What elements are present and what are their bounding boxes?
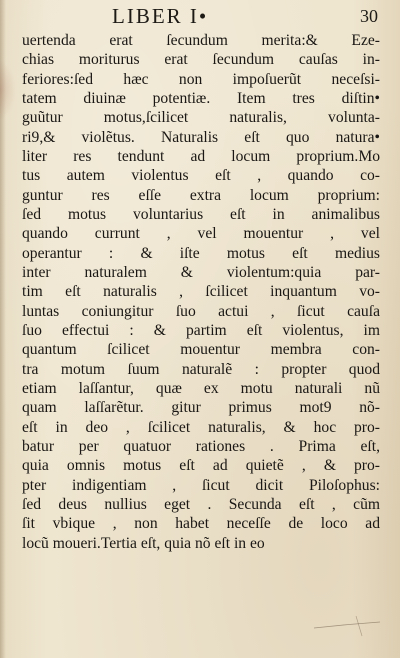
text-line: luntas coniungitur ſuo actui , ſicut cauſa <box>22 302 380 320</box>
text-line: ſuo effectui : & partim eſt violentus, im <box>22 321 380 339</box>
text-line: ſed deus nullius eget . Secunda eſt , cũm <box>22 495 380 513</box>
text-line: quantum ſcilicet mouentur membra con- <box>22 341 380 359</box>
text-line: inter naturalem & violentum:quia par- <box>22 263 380 281</box>
pen-mark-icon <box>312 598 382 638</box>
text-line: batur per quatuor rationes . Prima eſt, <box>22 437 380 455</box>
text-line: tra motum ſuum naturalẽ : propter quod <box>22 360 380 378</box>
text-line: eſt in deo , ſcilicet naturalis, & hoc pro- <box>22 418 380 436</box>
page-number: 30 <box>360 6 378 26</box>
text-line: uertenda erat ſecundum merita:& Eze- <box>22 32 380 49</box>
text-line: guntur res eſſe extra locum proprium: <box>22 186 380 204</box>
text-line: tus autem violentus eſt , quando co- <box>22 167 380 185</box>
text-line: pter indigentiam , ſicut dicit Piloſophus: <box>22 476 380 494</box>
text-line: feriores:ſed hæc non impoſuerũt neceſsi- <box>22 70 380 88</box>
text-line: liter res tendunt ad locum proprium.Mo <box>22 147 380 165</box>
text-line: locũ moueri.Tertia eſt, quia nõ eſt in eo <box>22 534 265 552</box>
text-line: quia omnis motus eſt ad quietẽ , & pro- <box>22 457 380 475</box>
body-text <box>22 31 380 553</box>
text-line: quam laſſarẽtur. gitur primus mot9 nõ- <box>22 399 380 417</box>
page-header <box>0 3 400 29</box>
text-line: operantur : & iſte motus eſt medius <box>22 244 380 262</box>
text-line: ri9,& violẽtus. Naturalis eſt quo natura• <box>22 128 380 146</box>
page-stain <box>0 60 16 120</box>
text-line: ſit vbique , non habet neceſſe de loco ad <box>22 515 380 533</box>
text-line: guũtur motus,ſcilicet naturalis, volunta- <box>22 109 380 127</box>
text-line: tatem diuinæ potentiæ. Item tres diſtin• <box>22 89 380 107</box>
text-line: tim eſt naturalis , ſcilicet inquantum vo- <box>22 283 380 301</box>
text-line: etiam laſſantur, quæ ex motu naturali nũ <box>22 379 380 397</box>
running-head: LIBER I• <box>112 4 209 28</box>
text-line: ſed motus voluntarius eſt in animalibus <box>22 205 380 223</box>
text-line: quando currunt , vel mouentur , vel <box>22 225 380 243</box>
text-line: chias moriturus erat ſecundum cauſas in- <box>22 51 380 69</box>
